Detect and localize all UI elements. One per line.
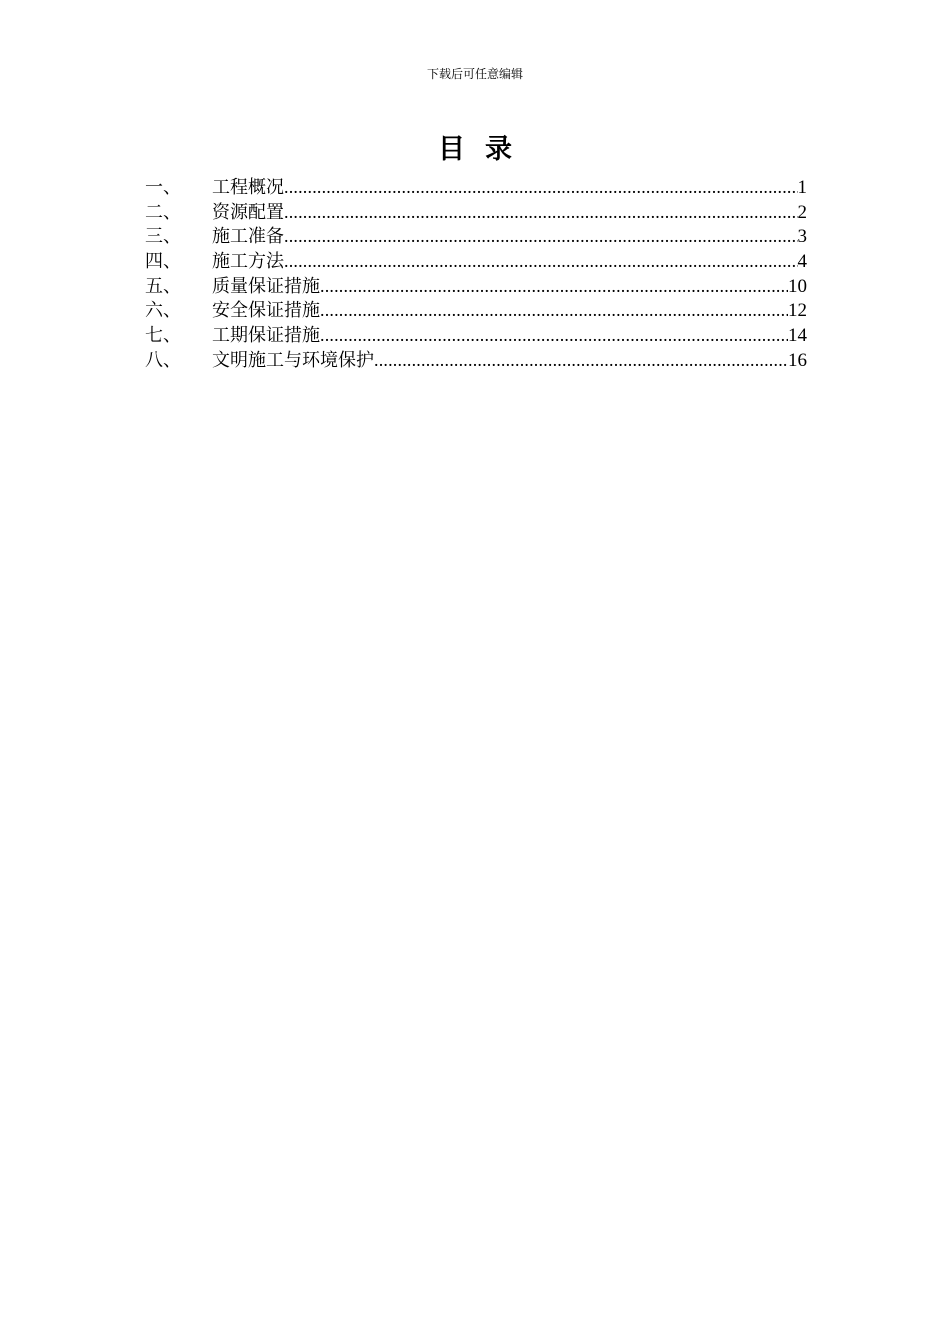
toc-entry[interactable] bbox=[145, 298, 807, 323]
toc-dot-leader bbox=[284, 224, 798, 249]
toc-entry[interactable] bbox=[145, 175, 807, 200]
toc-entry-page: 3 bbox=[797, 226, 807, 248]
toc-dot-leader bbox=[320, 323, 788, 348]
toc-entry-label: 安全保证措施 bbox=[212, 300, 320, 322]
toc-entry[interactable] bbox=[145, 323, 807, 348]
toc-entry[interactable] bbox=[145, 274, 807, 299]
toc-entry-label: 文明施工与环境保护 bbox=[212, 349, 374, 371]
toc-entry[interactable] bbox=[145, 348, 807, 373]
toc-entry-label: 施工方法 bbox=[212, 251, 284, 273]
toc-dot-leader bbox=[320, 298, 788, 323]
toc-entry-page: 1 bbox=[797, 177, 807, 198]
toc-entry-number: 一、 bbox=[145, 177, 181, 198]
toc-entry[interactable] bbox=[145, 249, 807, 274]
toc-entry-number: 二、 bbox=[145, 201, 181, 223]
toc-entry-page: 14 bbox=[788, 325, 807, 347]
toc-entry-number: 六、 bbox=[145, 300, 181, 322]
toc-entry-label: 工期保证措施 bbox=[212, 325, 320, 347]
toc-entry-page: 2 bbox=[797, 201, 807, 223]
toc-entry-label: 工程概况 bbox=[212, 177, 284, 198]
toc-entry[interactable] bbox=[145, 200, 807, 225]
table-of-contents bbox=[145, 175, 807, 373]
toc-entry-page: 16 bbox=[788, 349, 807, 371]
toc-entry-number: 三、 bbox=[145, 226, 181, 248]
toc-dot-leader bbox=[374, 348, 788, 373]
toc-entry-number: 五、 bbox=[145, 275, 181, 297]
toc-entry-number: 八、 bbox=[145, 349, 181, 371]
toc-entry-number: 七、 bbox=[145, 325, 181, 347]
toc-dot-leader bbox=[284, 200, 798, 225]
header-note: 下载后可任意编辑 bbox=[426, 67, 523, 81]
toc-entry-page: 4 bbox=[797, 251, 807, 273]
toc-entry-number: 四、 bbox=[145, 251, 181, 273]
toc-entry-page: 12 bbox=[788, 300, 807, 322]
toc-entry-label: 施工准备 bbox=[212, 226, 284, 248]
toc-entry-label: 资源配置 bbox=[212, 201, 284, 223]
toc-entry-page: 10 bbox=[788, 275, 807, 297]
toc-dot-leader bbox=[284, 175, 798, 200]
toc-dot-leader bbox=[284, 249, 798, 274]
toc-title: 目录 bbox=[438, 134, 532, 165]
toc-dot-leader bbox=[320, 274, 788, 299]
toc-entry-label: 质量保证措施 bbox=[212, 275, 320, 297]
toc-entry[interactable] bbox=[145, 224, 807, 249]
